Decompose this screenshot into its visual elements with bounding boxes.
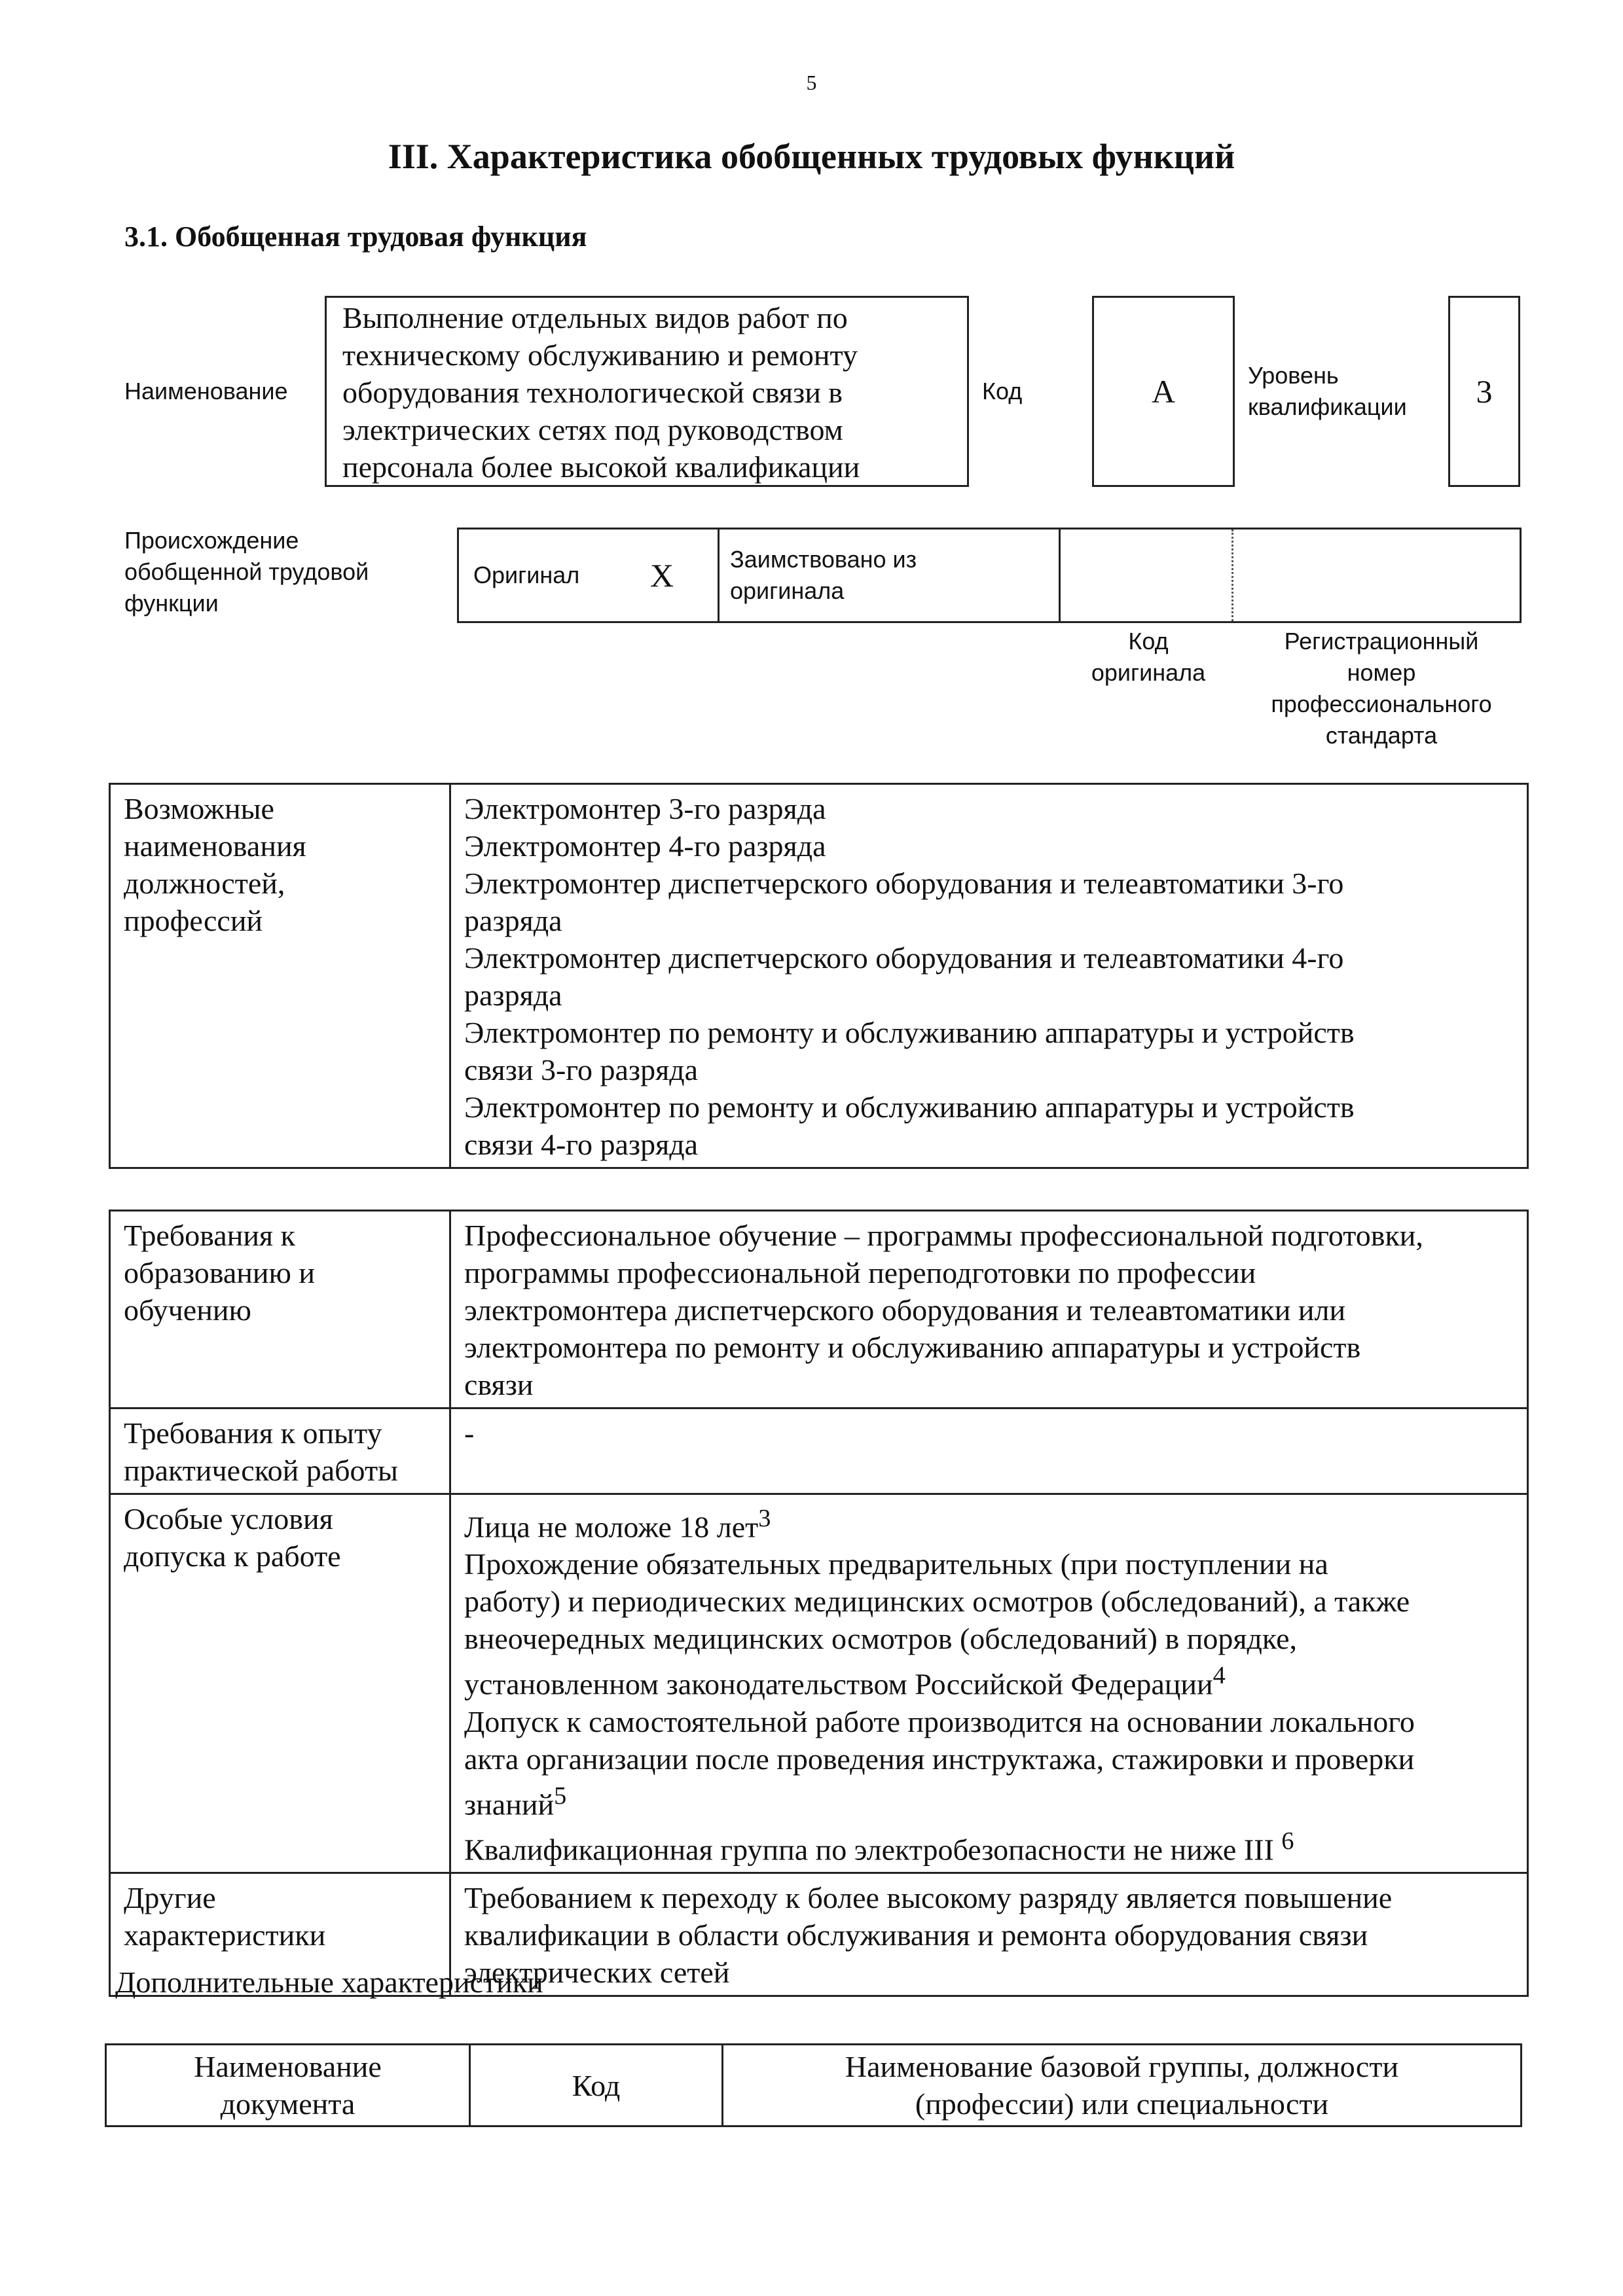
level-label: Уровень квалификации <box>1248 362 1407 420</box>
name-label: Наименование <box>124 378 288 404</box>
code-box <box>1092 296 1235 487</box>
table-row <box>106 2045 1522 2126</box>
origin-table <box>457 528 1522 623</box>
additional-table <box>105 2043 1522 2127</box>
list-item: Электромонтер по ремонту и обслуживанию аппаратуры и устройств <box>464 1090 1355 1124</box>
col-header-document: Наименование документа <box>106 2045 470 2126</box>
list-item: Электромонтер диспетчерского оборудования и телеавтоматики 4-го <box>464 941 1344 975</box>
level-value: 3 <box>1476 373 1493 410</box>
other-value: Требованием к переходу к более высокому разряду является повышение квалификации в области обслуживания и ремонта оборудования связи электрических сетей <box>450 1873 1528 1996</box>
subsection-title: 3.1. Обобщенная трудовая функция <box>124 221 587 253</box>
list-item: Электромонтер по ремонту и обслуживанию аппаратуры и устройств <box>464 1016 1355 1049</box>
code-label: Код <box>982 378 1023 404</box>
code-value: А <box>1151 373 1176 410</box>
list-item: разряда <box>464 904 562 937</box>
page-number: 5 <box>806 71 817 94</box>
list-item: разряда <box>464 978 562 1012</box>
admission-value: Лица не моложе 18 лет$^3$ Прохождение обязательных предварительных (при поступлении на работу) и периодических медицинских осмотров (обследований), а также внеочередных медицинских осмотров (обследований) в порядке, установленном законодательством Российской Федерации$^4$ Допуск к самостоятельной работе производится на основании локального акта организации после проведения инструктажа, стажировки и проверки знаний$^5$ Квалификационная группа по электробезопасности не ниже III $^6$ <box>450 1494 1528 1873</box>
additional-title: Дополнительные характеристики <box>115 1965 543 1999</box>
list-item: Электромонтер 3-го разряда <box>464 792 826 825</box>
footnote-ref: 6 <box>1281 1827 1294 1855</box>
origin-divider-3 <box>1231 529 1233 621</box>
footnote-ref: 3 <box>758 1505 771 1532</box>
education-label: Требования к образованию и обучению <box>110 1211 450 1408</box>
education-value: Профессиональное обучение – программы профессиональной подготовки, программы профессиональной переподготовки по профессии электромонтера диспетчерского оборудования и телеавтоматики или электромонтера по ремонту и обслуживанию аппаратуры и устройств связи <box>450 1211 1528 1408</box>
origin-divider-2 <box>1059 529 1061 621</box>
other-label: Другие характеристики <box>110 1873 450 1996</box>
original-label: Оригинал <box>473 562 580 588</box>
code-original-caption: Код оригинала <box>1091 628 1206 686</box>
function-name-box: Выполнение отдельных видов работ по техническому обслуживанию и ремонту оборудования технологической связи в электрических сетях под руководством персонала более высокой квалификации <box>325 296 969 487</box>
table-row <box>110 1211 1528 1408</box>
requirements-table <box>109 1210 1529 1997</box>
borrowed-label: Заимствовано из оригинала <box>730 546 917 604</box>
table-row <box>110 1408 1528 1494</box>
list-item: Электромонтер 4-го разряда <box>464 829 826 863</box>
experience-label: Требования к опыту практической работы <box>110 1408 450 1494</box>
list-item: связи 3-го разряда <box>464 1053 699 1086</box>
positions-list <box>450 784 1528 1168</box>
reg-number-caption: Регистрационный номер профессионального стандарта <box>1271 628 1492 749</box>
table-row <box>110 1494 1528 1873</box>
col-header-code: Код <box>470 2045 723 2126</box>
admission-label: Особые условия допуска к работе <box>110 1494 450 1873</box>
footnote-ref: 4 <box>1213 1662 1226 1690</box>
table-row <box>110 784 1528 1168</box>
list-item: Электромонтер диспетчерского оборудования и телеавтоматики 3-го <box>464 867 1344 900</box>
list-item: связи 4-го разряда <box>464 1128 699 1161</box>
section-title: III. Характеристика обобщенных трудовых функций <box>388 137 1235 176</box>
positions-table <box>109 783 1529 1169</box>
footnote-ref: 5 <box>554 1782 567 1810</box>
original-mark: X <box>649 557 674 594</box>
experience-value: - <box>450 1408 1528 1494</box>
level-box <box>1448 296 1520 487</box>
origin-divider-1 <box>718 529 720 621</box>
col-header-base-group: Наименование базовой группы, должности (профессии) или специальности <box>723 2045 1522 2126</box>
origin-label: Происхождение обобщенной трудовой функции <box>124 527 369 617</box>
positions-label: Возможные наименования должностей, профессий <box>110 784 450 1168</box>
